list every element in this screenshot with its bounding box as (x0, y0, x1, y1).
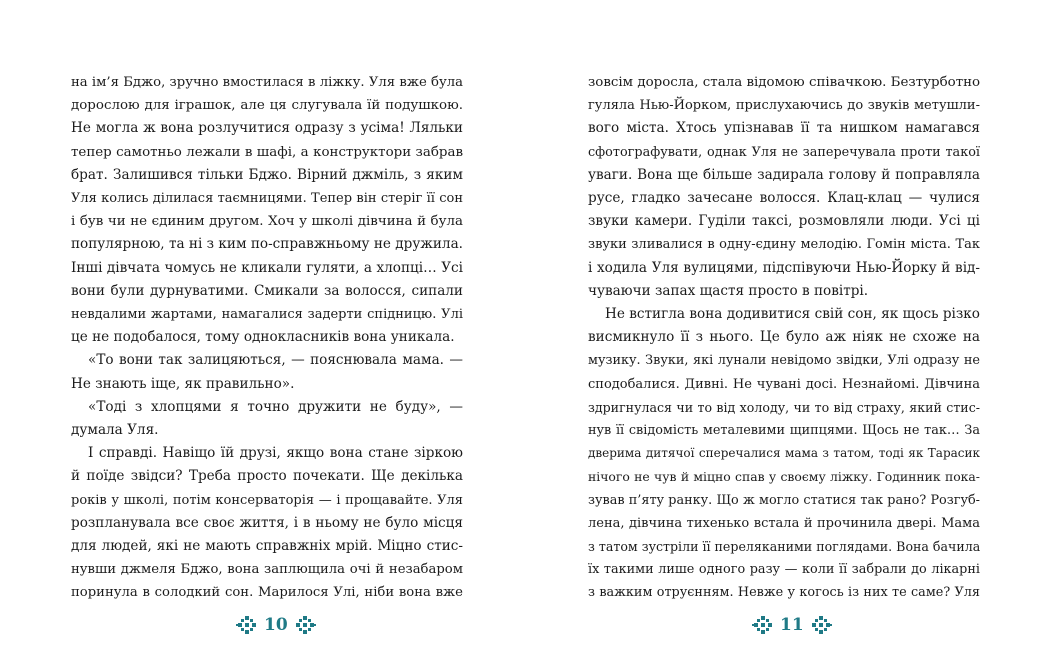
text-line: звуки камери. Гуділи таксі, розмовляли люди. Усі ці (588, 213, 980, 230)
text-line: дорослою для іграшок, але ця слугувала їй подушкою. (71, 98, 463, 114)
ornament-icon (752, 614, 774, 636)
text-line: лена, дівчина тихенько встала й прочинила двері. Мама (588, 515, 980, 531)
text-line: на ім’я Бджо, зручно вмостилася в ліжку. Уля вже була (71, 75, 463, 90)
text-line: й поїде звідси? Треба просто почекати. Ще декілька (71, 468, 463, 485)
text-line: Інші дівчата чомусь не кликали гуляти, а хлопці… Усі (71, 259, 463, 276)
text-line: гуляла Нью-Йорком, прислухаючись до звуків метушли- (588, 98, 980, 114)
text-line: Уля колись ділилася таємницями. Тепер він стеріг її сон (71, 191, 463, 207)
text-line: і був чи не єдиним другом. Хоч у школі дівчина й була (71, 214, 463, 230)
text-line: це не подобалося, тому однокласників вона уникала. (71, 329, 455, 346)
text-line: популярною, та ні з ким по-справжньому не дружила. (71, 236, 463, 253)
text-line: звуки зливалися в одну-єдину мелодію. Гомін міста. Так (588, 237, 980, 253)
text-line: їх такими лише одного разу — коли її забрали до лікарні (588, 562, 980, 578)
text-line: років у школі, потім консерваторія — і прощавайте. Уля (71, 492, 463, 508)
ornament-icon (810, 614, 832, 636)
text-line: І справді. Навіщо їй друзі, якщо вона стане зіркою (88, 445, 463, 462)
text-line: брат. Залишився тільки Бджо. Вірний джміль, з яким (71, 166, 463, 183)
text-line: поринула в солодкий сон. Марилося Улі, ніби вона вже (71, 585, 463, 601)
text-line: Не знають іще, як правильно». (71, 375, 295, 392)
text-line: думала Уля. (71, 422, 159, 439)
text-line: Не встигла вона додивитися свій сон, як щось різко (605, 306, 980, 323)
text-line: дверима дитячої сперечалися мама з татом, тоді як Тарасик (588, 446, 980, 461)
text-line: сфотографувати, однак Уля не заперечувала проти такої (588, 144, 980, 160)
ornament-icon (294, 614, 316, 636)
left-page-folio (236, 614, 316, 636)
text-line: нувши джмеля Бджо, вона заплющила очі й незабаром (71, 562, 463, 578)
text-line: невдалими жартами, намагалися задерти спідницю. Улі (71, 307, 463, 323)
text-line: «Тоді з хлопцями я точно дружити не буду», — (88, 398, 463, 415)
right-page-text (588, 71, 980, 605)
text-line: і ходила Уля вулицями, підспівуючи Нью-Йорку й від- (588, 259, 980, 276)
right-page-folio (752, 614, 832, 636)
text-line: здригнулася чи то від холоду, чи то від страху, який стис- (588, 399, 980, 415)
right-page (588, 71, 980, 605)
text-line: уваги. Вона ще більше задирала голову й поправляла (588, 166, 980, 183)
text-line: Не могла ж вона розлучитися одразу з усіма! Ляльки (71, 120, 463, 137)
page-number: 10 (264, 615, 288, 635)
text-line: з важким отруєнням. Невже у когось із них те саме? Уля (588, 585, 980, 601)
text-line: вони були дурнуватими. Смикали за волосся, сипали (71, 282, 463, 299)
text-line: нічого не чув й міцно спав у своєму ліжку. Годинник пока- (588, 469, 980, 485)
text-line: зував п’яту ранку. Що ж могло статися так рано? Розгуб- (588, 492, 980, 508)
ornament-icon (236, 614, 258, 636)
text-line: сподобалися. Дивні. Не чувані досі. Незнайомі. Дівчина (588, 376, 980, 392)
text-line: вого міста. Хтось упізнавав її та нишком намагався (588, 120, 980, 137)
page-number: 11 (780, 615, 804, 635)
text-line: висмикнуло її з нього. Це було аж ніяк не схоже на (588, 329, 980, 346)
text-line: русе, гладко зачесане волосся. Клац-клац — чулися (588, 190, 980, 207)
text-line: тепер самотньо лежали в шафі, а конструктори забрав (71, 144, 463, 160)
text-line: нув її свідомість металевими щипцями. Щось не так… За (588, 423, 980, 439)
text-line: «То вони так залицяються, — пояснювала мама. — (88, 352, 463, 369)
left-page (71, 71, 463, 605)
text-line: для людей, які не мають справжніх мрій. Міцно стис- (71, 538, 463, 555)
text-line: з татом зустріли її переляканими поглядами. Вона бачила (588, 539, 981, 555)
text-line: чуваючи запах щастя просто в повітрі. (588, 282, 869, 299)
text-line: зовсім доросла, стала відомою співачкою. Безтурботно (588, 75, 981, 90)
text-line: розпланувала все своє життя, і в ньому не було місця (71, 514, 463, 531)
left-page-text (71, 71, 463, 605)
text-line: музику. Звуки, які лунали невідомо звідки, Улі одразу не (588, 353, 980, 369)
